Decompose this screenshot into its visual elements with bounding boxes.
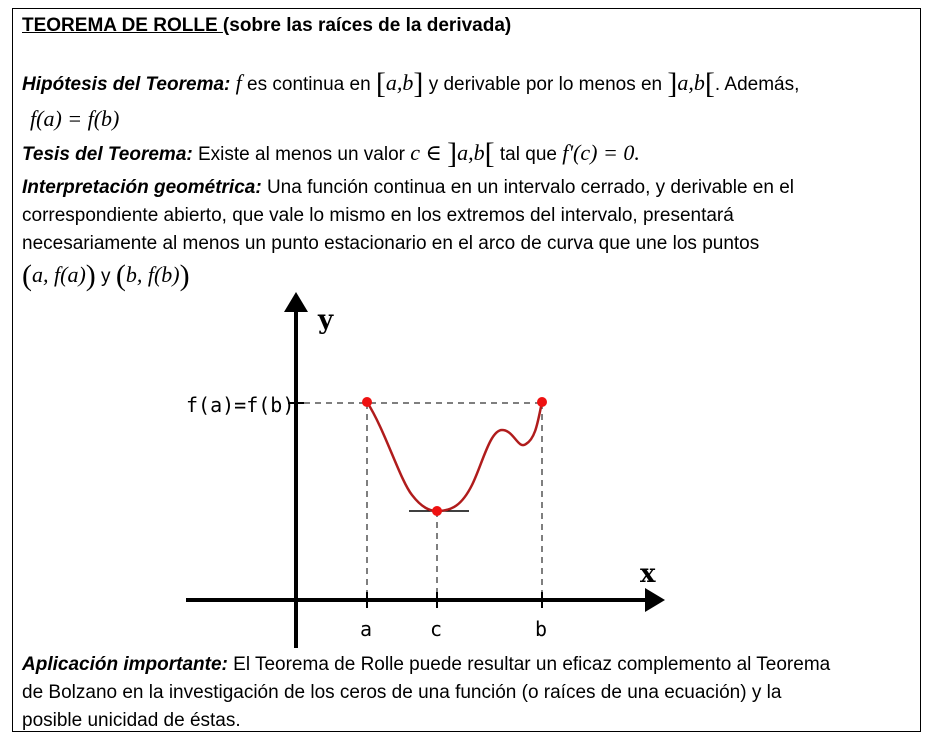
point-fb xyxy=(537,397,547,407)
application-line-3: posible unicidad de éstas. xyxy=(22,710,241,731)
title-main: TEOREMA DE ROLLE xyxy=(22,15,223,36)
level-label: f(a)=f(b) xyxy=(186,393,295,417)
interpretation-text-1: Una función continua en un intervalo cerrado, y derivable en el xyxy=(266,177,795,198)
thesis-label: Tesis del Teorema: xyxy=(22,144,193,165)
interpretation-points: (a, f(a)) y (b, f(b)) xyxy=(22,259,190,292)
x-axis-label: x xyxy=(640,559,656,589)
thesis-text-1: Existe al menos un valor xyxy=(198,144,405,165)
open-interval: a,b xyxy=(677,70,705,95)
function-curve xyxy=(367,402,542,511)
application-label: Aplicación importante: xyxy=(22,654,228,675)
interpretation-line-2: correspondiente abierto, que vale lo mismo en los extremos del intervalo, presentará xyxy=(22,205,734,226)
y-axis-label: y xyxy=(318,305,334,335)
title-sub: (sobre las raíces de la derivada) xyxy=(222,15,512,36)
hypothesis-f: f xyxy=(235,70,242,95)
hypothesis-text-1: es continua en xyxy=(247,74,371,95)
hypothesis-text-2: y derivable por lo menos en xyxy=(428,74,663,95)
thesis-open-interval: a,b xyxy=(457,140,485,165)
closed-interval: a,b xyxy=(385,70,414,95)
interpretation-y: y xyxy=(101,266,111,287)
hypothesis-label: Hipótesis del Teorema: xyxy=(22,74,231,95)
y-axis-arrow-icon xyxy=(284,292,308,312)
application-text-1: El Teorema de Rolle puede resultar un eficaz complemento al Teorema xyxy=(233,654,831,675)
interpretation-label: Interpretación geométrica: xyxy=(22,177,262,198)
point-a: a, f(a) xyxy=(32,262,86,287)
thesis-derivative: f'(c) = 0. xyxy=(562,140,640,165)
thesis-c-in: c ∈ xyxy=(410,140,442,165)
point-fc xyxy=(432,506,442,516)
hypothesis-condition: f(a) = f(b) xyxy=(30,106,120,131)
thesis-line: Tesis del Teorema: Existe al menos un valor c ∈ ]a,b[ tal que f'(c) = 0. xyxy=(22,137,640,170)
tick-label-a: a xyxy=(360,617,373,641)
thesis-text-2: tal que xyxy=(499,144,557,165)
interpretation-line-3: necesariamente al menos un punto estacionario en el arco de curva que une los puntos xyxy=(22,233,760,254)
tick-label-b: b xyxy=(535,617,548,641)
x-axis-arrow-icon xyxy=(645,588,665,612)
tick-label-c: c xyxy=(430,617,443,641)
hypothesis-line: Hipótesis del Teorema: f es continua en [a,b] y derivable por lo menos en ]a,b[. Además, xyxy=(22,67,800,100)
point-b: b, f(b) xyxy=(125,262,180,287)
hypothesis-text-3: . Además, xyxy=(714,74,800,95)
application-line-2: de Bolzano en la investigación de los ceros de una función (o raíces de una ecuación) y la xyxy=(22,682,782,703)
application-line-1 xyxy=(22,654,830,676)
point-fa xyxy=(362,397,372,407)
